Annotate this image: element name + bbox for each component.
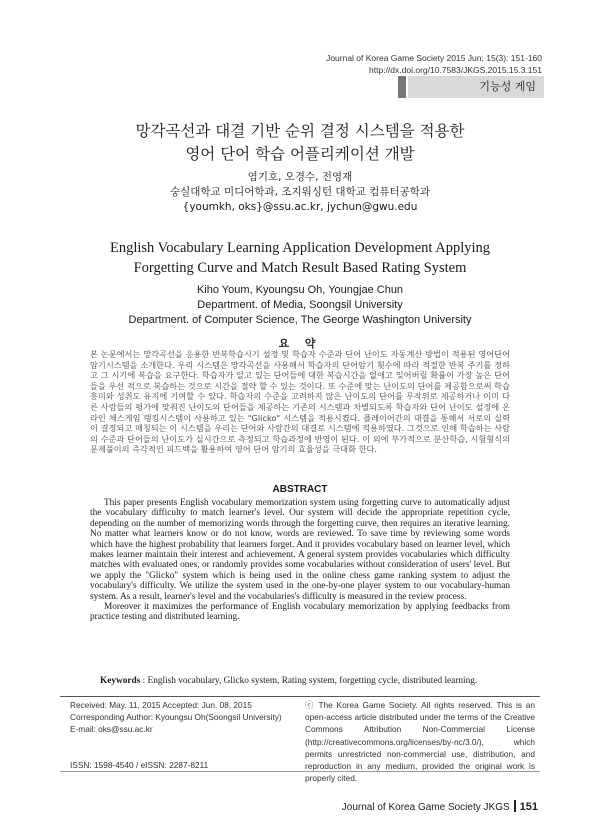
category-label: 기능성 게임 bbox=[408, 76, 544, 98]
received-accepted-dates: Received: May. 11, 2015 Accepted: Jun. 08, 2015 bbox=[70, 700, 252, 710]
category-accent bbox=[398, 76, 406, 98]
korean-title-line-2: 영어 단어 학습 어플리케이션 개발 bbox=[185, 145, 415, 163]
abstract-heading: ABSTRACT bbox=[272, 484, 328, 495]
corresponding-author: Corresponding Author: Kyoungsu Oh(Soongsil University) bbox=[70, 712, 282, 722]
summary-heading: 요 약 bbox=[278, 337, 322, 350]
korean-authors-block bbox=[0, 170, 600, 215]
korean-authors: 염기호, 오경수, 전영재 bbox=[247, 171, 353, 183]
page-footer bbox=[342, 800, 538, 813]
keywords bbox=[100, 676, 510, 687]
journal-reference bbox=[326, 52, 542, 76]
corresponding-email: E-mail: oks@ssu.ac.kr bbox=[70, 724, 153, 734]
english-title bbox=[0, 238, 600, 278]
english-affiliation-1: Department. of Media, Soongsil University bbox=[197, 299, 403, 311]
page-number: 151 bbox=[519, 801, 538, 813]
abstract-paragraph-2: Moreover it maximizes the performance of English vocabulary memorization by applying feedbacks from practice testing and distributed learning. bbox=[90, 602, 510, 623]
footer-journal: Journal of Korea Game Society JKGS bbox=[341, 802, 510, 813]
doi-link[interactable]: http://dx.doi.org/10.7583/JKGS.2015.15.3.151 bbox=[369, 65, 542, 75]
korean-title bbox=[0, 120, 600, 166]
footer-separator bbox=[514, 800, 516, 812]
category-banner bbox=[398, 76, 544, 98]
abstract-body bbox=[90, 498, 510, 623]
footer-divider bbox=[60, 771, 540, 772]
keywords-separator: : bbox=[140, 676, 148, 686]
summary-body: 본 논문에서는 망각곡선을 응용한 반복학습시기 설정 및 학습자 수준과 단어 난이도 자동계산 방법이 적용된 영어단어 암기시스템을 소개한다. 우리 시스템은 망각곡선을 사용해서 학습자의 단어암기 횟수에 따라 적절한 반복 주기를 정하고 그 시기에 복습을 요구한다. 학습자가 알고 있는 단어들에 대한 복습시간을 없애고 잊어버릴 확률이 가장 높은 단어들을 우선 적으로 복습하는 것으로 시간을 절약 할 수 있는 것이다. 또 수준에 맞는 난이도의 단어를 제공함으로써 학습 흥미와 성취도 유지에 기여할 수 있다. 학습자의 수준을 고려하지 않은 난이도의 단어를 무작위로 제공하거나 이미 다른 사람들의 평가에 맞춰진 난이도의 단어들을 제공하는 기존의 시스템과 차별되도록 학습자와 단어 난이도 설정에 온라인 체스게임 랭킹시스템이 사용하고 있는 "Glicko" 시스템을 적용시켰다. 플레이어간의 대결을 통해서 서로의 실력이 결정되고 매칭되는 이 시스템을 우리는 단어와 사람간의 대결로 시스템에 적용하였다. 그것으로 인해 학습하는 사람의 수준과 단어들의 난이도가 실시간으로 측정되고 학습과정에 반영이 된다. 이 외에 부가적으로 분산학습, 시험형식의 문제풀이의 즉각적인 피드백을 활용하여 영어 단어 암기의 효율성을 극대화 한다. bbox=[90, 349, 510, 455]
korean-title-line-1: 망각곡선과 대결 기반 순위 결정 시스템을 적용한 bbox=[135, 122, 465, 140]
keywords-label: Keywords bbox=[100, 676, 141, 686]
keywords-value: English vocabulary, Glicko system, Rating system, forgetting cycle, distributed learning. bbox=[147, 676, 478, 686]
english-authors: Kiho Youm, Kyoungsu Oh, Youngjae Chun bbox=[196, 284, 404, 296]
english-title-line-1: English Vocabulary Learning Application Development Applying bbox=[109, 240, 491, 256]
footnote-divider bbox=[60, 696, 540, 697]
article-info bbox=[70, 699, 290, 735]
korean-affiliations: 숭실대학교 미디어학과, 조지워싱턴 대학교 컴퓨터공학과 bbox=[169, 186, 431, 198]
journal-citation: Journal of Korea Game Society 2015 Jun; 15(3): 151-160 bbox=[326, 53, 542, 63]
issn: ISSN: 1598-4540 / eISSN: 2287-8211 bbox=[70, 760, 209, 770]
english-affiliation-2: Department. of Computer Science, The George Washington University bbox=[128, 314, 472, 326]
abstract-paragraph-1: This paper presents English vocabulary memorization system using forgetting curve to automatically adjust the vocabulary difficulty to match learner's level. Our system will decide the appropriate repetition cycle, depending on the number of memorizing words through the forgetting curve, then requires an iterative learning. No matter what learners know or do not know, words are reviewed. To save time by reviewing some words which have the highest probability that learners forget. And it provides vocabulary based on learner level, which makes learner maintain their interest and achievement. A general system provides vocabularies which difficulty matches with evaluated ones, or randomly provides some vocabularies without consideration of users' level. But we apply the "Glicko" system which is being used in the online chess game ranking system to adjust the vocabulary's difficulty. We utilize the system used in the one-by-one player system to our vocabulary-human system. As a result, learner's level and the vocabularies's difficulty is measured in the review process. bbox=[90, 498, 510, 602]
copyright-notice: ⓒ The Korea Game Society. All rights reserved. This is an open-access article distributed under the terms of the Creative Commons Attribution Non-Commercial License (http://creativecommons.org/licenses/by-nc/3.0/), which permits unrestricted non-commercial use, distribution, and reproduction in any medium, provided the original work is properly cited. bbox=[305, 700, 535, 784]
author-emails: {youmkh, oks}@ssu.ac.kr, jychun@gwu.edu bbox=[182, 201, 418, 213]
english-title-line-2: Forgetting Curve and Match Result Based Rating System bbox=[133, 260, 467, 276]
english-authors-block bbox=[0, 283, 600, 328]
